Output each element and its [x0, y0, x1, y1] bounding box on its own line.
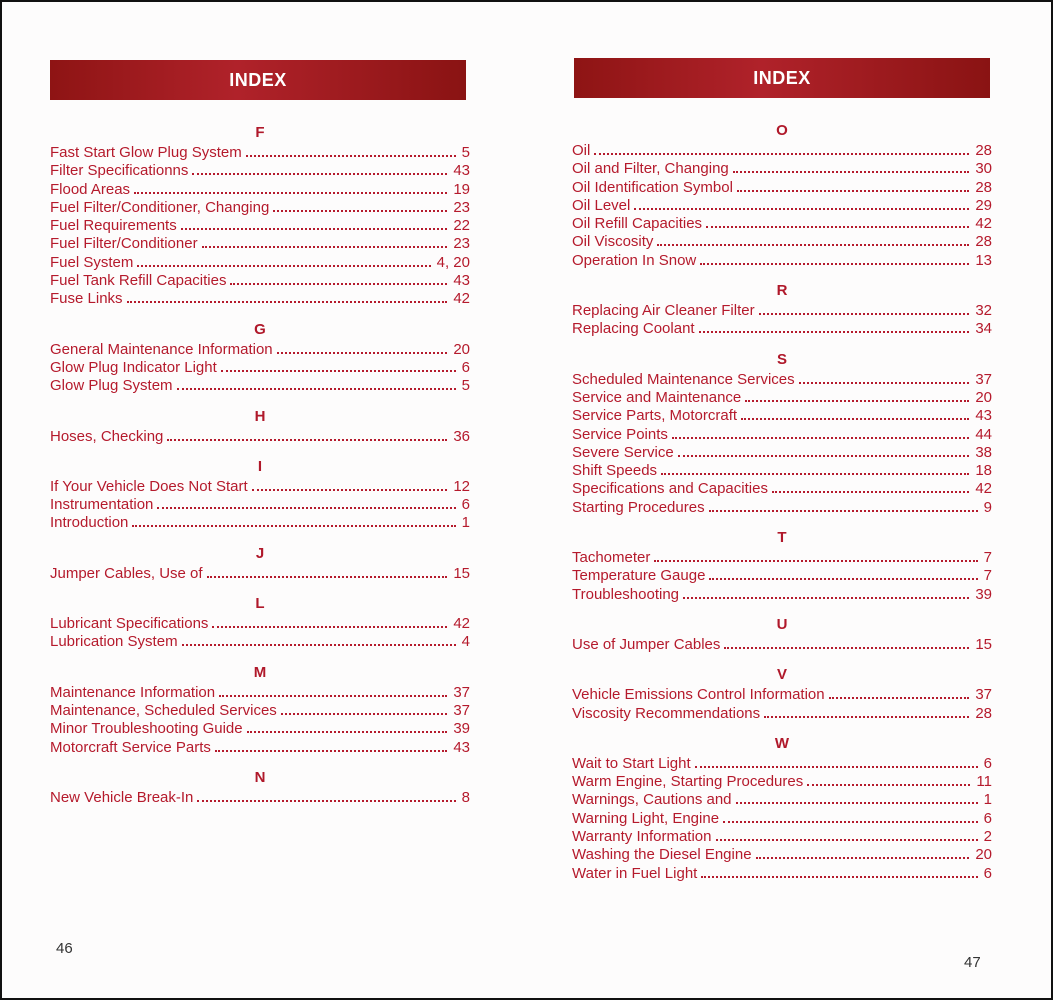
entry-page-number: 11	[976, 773, 992, 791]
entry-page-number: 1	[461, 514, 470, 532]
dot-leader	[273, 210, 447, 212]
index-entry	[50, 702, 470, 720]
index-entry	[50, 162, 470, 180]
entry-title: Motorcraft Service Parts	[50, 738, 211, 756]
dot-leader	[132, 525, 455, 527]
entry-title: Washing the Diesel Engine	[572, 846, 752, 864]
entry-page-number: 38	[975, 443, 992, 461]
entry-title: Warning Light, Engine	[572, 809, 720, 827]
index-entry	[50, 720, 470, 738]
index-section	[50, 767, 470, 807]
entry-page-number: 2	[983, 828, 992, 846]
dot-leader	[745, 400, 969, 402]
dot-leader	[716, 839, 978, 841]
dot-leader	[756, 857, 970, 859]
dot-leader	[736, 802, 978, 804]
entry-title: Glow Plug System	[50, 377, 173, 395]
dot-leader	[759, 313, 970, 315]
entry-page-number: 37	[453, 683, 470, 701]
entry-title: Oil and Filter, Changing	[572, 160, 729, 178]
dot-leader	[197, 800, 455, 802]
entry-page-number: 39	[453, 720, 470, 738]
entry-title: Scheduled Maintenance Services	[572, 370, 795, 388]
index-entry	[572, 865, 992, 883]
index-entry	[50, 377, 470, 395]
entry-page-number: 5	[461, 144, 470, 161]
entry-title: Starting Procedures	[572, 498, 705, 516]
index-entry	[572, 499, 992, 517]
entry-page-number: 6	[983, 754, 992, 772]
dot-leader	[700, 263, 969, 265]
index-section	[572, 733, 992, 883]
entry-title: Instrumentation	[50, 496, 154, 514]
dot-leader	[202, 246, 448, 248]
entry-page-number: 34	[975, 320, 992, 338]
index-entry	[50, 181, 470, 199]
dot-leader	[634, 208, 969, 210]
index-entry	[50, 341, 470, 359]
section-letter: L	[255, 595, 265, 613]
entry-page-number: 42	[975, 215, 992, 233]
index-entry	[572, 233, 992, 251]
index-header-banner: INDEX	[50, 60, 466, 100]
index-entry	[50, 615, 470, 633]
dot-leader	[709, 510, 978, 512]
index-section	[572, 614, 992, 654]
index-entry	[50, 235, 470, 253]
index-section	[572, 349, 992, 517]
index-entry	[50, 290, 470, 308]
entry-page-number: 20	[975, 388, 992, 406]
entry-title: If Your Vehicle Does Not Start	[50, 477, 248, 495]
entry-page-number: 28	[975, 704, 992, 722]
index-entry	[572, 179, 992, 197]
section-letter: I	[257, 457, 263, 475]
index-entry	[572, 320, 992, 338]
entry-page-number: 42	[453, 290, 470, 308]
entry-title: Warnings, Cautions and	[572, 791, 732, 809]
entry-page-number: 28	[975, 142, 992, 159]
index-entry	[50, 217, 470, 235]
entry-page-number: 6	[461, 496, 470, 514]
index-entry	[572, 197, 992, 215]
entry-page-number: 36	[453, 427, 470, 445]
index-section	[50, 662, 470, 757]
section-letter: S	[776, 350, 787, 368]
index-entry	[50, 739, 470, 757]
entry-title: Fuse Links	[50, 290, 123, 308]
index-entry	[50, 254, 470, 272]
section-letter: G	[254, 320, 266, 338]
index-entry	[572, 426, 992, 444]
entry-title: Fuel Requirements	[50, 217, 177, 235]
entry-page-number: 6	[983, 864, 992, 882]
index-entry	[572, 686, 992, 704]
dot-leader	[701, 876, 977, 878]
dot-leader	[157, 507, 455, 509]
entry-title: Fuel Filter/Conditioner	[50, 235, 198, 253]
dot-leader	[741, 418, 969, 420]
entry-page-number: 42	[453, 615, 470, 633]
entry-title: New Vehicle Break-In	[50, 788, 194, 806]
dot-leader	[829, 697, 970, 699]
dot-leader	[706, 226, 969, 228]
entry-title: Oil Level	[572, 196, 631, 214]
dot-leader	[709, 578, 977, 580]
dot-leader	[246, 155, 456, 157]
index-entry	[572, 846, 992, 864]
index-entry	[572, 302, 992, 320]
index-entry	[572, 462, 992, 480]
dot-leader	[134, 192, 447, 194]
entry-page-number: 6	[461, 358, 470, 376]
section-letter: V	[776, 666, 787, 684]
index-entry	[50, 359, 470, 377]
entry-page-number: 8	[461, 788, 470, 806]
entry-page-number: 23	[453, 235, 470, 253]
index-section	[50, 456, 470, 533]
dot-leader	[695, 766, 978, 768]
index-section	[572, 664, 992, 723]
index-entry	[572, 755, 992, 773]
entry-page-number: 39	[975, 585, 992, 603]
index-entry	[50, 496, 470, 514]
entry-title: Operation In Snow	[572, 251, 697, 269]
entry-title: Oil Viscosity	[572, 233, 654, 251]
index-section	[572, 120, 992, 270]
index-section	[572, 280, 992, 339]
index-section	[50, 406, 470, 446]
entry-page-number: 28	[975, 178, 992, 196]
entry-page-number: 43	[975, 407, 992, 425]
dot-leader	[683, 597, 969, 599]
index-entry	[572, 791, 992, 809]
index-section	[572, 527, 992, 604]
section-letter: T	[777, 529, 787, 547]
entry-page-number: 15	[453, 564, 470, 582]
dot-leader	[212, 626, 447, 628]
index-entry	[50, 272, 470, 290]
index-entry	[50, 514, 470, 532]
dot-leader	[277, 352, 448, 354]
entry-page-number: 43	[453, 162, 470, 180]
entry-page-number: 12	[453, 477, 470, 495]
dot-leader	[807, 784, 970, 786]
index-entry	[50, 789, 470, 807]
entry-title: Fuel System	[50, 253, 134, 271]
dot-leader	[221, 370, 456, 372]
dot-leader	[737, 190, 969, 192]
index-section	[50, 122, 470, 309]
entry-title: Shift Speeds	[572, 462, 658, 480]
entry-title: Specifications and Capacities	[572, 480, 768, 498]
entry-page-number: 20	[453, 340, 470, 358]
entry-title: Introduction	[50, 514, 129, 532]
dot-leader	[657, 244, 969, 246]
index-entry	[572, 407, 992, 425]
entry-title: Jumper Cables, Use of	[50, 564, 203, 582]
index-entry	[50, 633, 470, 651]
dot-leader	[724, 647, 969, 649]
entry-title: Wait to Start Light	[572, 754, 691, 772]
index-entry	[50, 565, 470, 583]
dot-leader	[182, 644, 456, 646]
dot-leader	[207, 576, 448, 578]
dot-leader	[281, 713, 448, 715]
index-entry	[572, 371, 992, 389]
entry-title: Lubricant Specifications	[50, 615, 209, 633]
entry-title: Troubleshooting	[572, 585, 680, 603]
entry-page-number: 37	[975, 370, 992, 388]
entry-page-number: 9	[983, 498, 992, 516]
index-entry	[50, 428, 470, 446]
entry-title: Filter Specificationns	[50, 162, 189, 180]
dot-leader	[252, 489, 448, 491]
entry-title: Hoses, Checking	[50, 427, 164, 445]
entry-title: Oil Refill Capacities	[572, 215, 703, 233]
index-entry	[50, 144, 470, 162]
entry-title: Water in Fuel Light	[572, 864, 698, 882]
index-header-banner: INDEX	[574, 58, 990, 98]
entry-page-number: 7	[983, 567, 992, 585]
index-sections-left	[50, 122, 470, 817]
section-letter: J	[255, 544, 265, 562]
section-letter: M	[253, 663, 267, 681]
entry-page-number: 19	[453, 180, 470, 198]
page-number: 46	[56, 940, 73, 957]
entry-title: General Maintenance Information	[50, 340, 273, 358]
section-letter: N	[254, 768, 266, 786]
entry-page-number: 20	[975, 846, 992, 864]
dot-leader	[247, 731, 448, 733]
dot-leader	[699, 331, 970, 333]
index-section	[50, 593, 470, 652]
entry-title: Replacing Coolant	[572, 320, 695, 338]
dot-leader	[215, 750, 447, 752]
entry-page-number: 18	[975, 462, 992, 480]
entry-title: Fuel Filter/Conditioner, Changing	[50, 198, 270, 216]
dot-leader	[678, 455, 970, 457]
entry-page-number: 13	[975, 251, 992, 269]
entry-title: Glow Plug Indicator Light	[50, 358, 217, 376]
entry-page-number: 29	[975, 196, 992, 214]
entry-page-number: 7	[983, 549, 992, 567]
entry-page-number: 30	[975, 160, 992, 178]
entry-page-number: 6	[983, 809, 992, 827]
section-letter: U	[776, 615, 788, 633]
entry-page-number: 4	[461, 633, 470, 651]
entry-title: Use of Jumper Cables	[572, 635, 721, 653]
index-entry	[572, 160, 992, 178]
index-section	[50, 319, 470, 396]
entry-title: Fast Start Glow Plug System	[50, 144, 242, 161]
entry-title: Tachometer	[572, 549, 651, 567]
entry-title: Fuel Tank Refill Capacities	[50, 272, 227, 290]
dot-leader	[672, 437, 969, 439]
entry-title: Maintenance Information	[50, 683, 216, 701]
entry-page-number: 23	[453, 198, 470, 216]
dot-leader	[799, 382, 970, 384]
entry-title: Replacing Air Cleaner Filter	[572, 302, 755, 320]
entry-title: Oil	[572, 142, 591, 159]
index-entry	[572, 810, 992, 828]
entry-page-number: 44	[975, 425, 992, 443]
index-entry	[572, 828, 992, 846]
index-entry	[50, 478, 470, 496]
index-entry	[572, 215, 992, 233]
entry-page-number: 43	[453, 738, 470, 756]
dot-leader	[764, 716, 969, 718]
entry-page-number: 37	[975, 686, 992, 704]
index-entry	[572, 142, 992, 160]
index-entry	[50, 199, 470, 217]
index-entry	[572, 567, 992, 585]
index-entry	[572, 480, 992, 498]
entry-title: Minor Troubleshooting Guide	[50, 720, 243, 738]
entry-title: Service Points	[572, 425, 668, 443]
entry-page-number: 43	[453, 272, 470, 290]
dot-leader	[181, 228, 448, 230]
entry-title: Flood Areas	[50, 180, 131, 198]
entry-title: Vehicle Emissions Control Information	[572, 686, 825, 704]
section-letter: F	[255, 124, 265, 141]
entry-page-number: 4, 20	[436, 253, 470, 271]
section-letter: H	[254, 407, 266, 425]
entry-page-number: 37	[453, 701, 470, 719]
index-entry	[572, 705, 992, 723]
dot-leader	[723, 821, 978, 823]
dot-leader	[654, 560, 977, 562]
entry-page-number: 28	[975, 233, 992, 251]
dot-leader	[177, 388, 456, 390]
index-sections-right	[572, 120, 992, 893]
index-entry	[572, 549, 992, 567]
entry-title: Service and Maintenance	[572, 388, 742, 406]
entry-title: Warranty Information	[572, 828, 712, 846]
page-number: 47	[964, 954, 981, 971]
entry-page-number: 15	[975, 635, 992, 653]
entry-title: Viscosity Recommendations	[572, 704, 761, 722]
section-letter: O	[776, 122, 788, 139]
index-entry	[572, 773, 992, 791]
entry-page-number: 22	[453, 217, 470, 235]
dot-leader	[772, 491, 969, 493]
entry-page-number: 32	[975, 302, 992, 320]
dot-leader	[137, 265, 430, 267]
entry-title: Service Parts, Motorcraft	[572, 407, 738, 425]
entry-page-number: 5	[461, 377, 470, 395]
dot-leader	[127, 301, 448, 303]
entry-page-number: 1	[983, 791, 992, 809]
dot-leader	[192, 173, 447, 175]
entry-page-number: 42	[975, 480, 992, 498]
index-entry	[572, 636, 992, 654]
index-entry	[572, 389, 992, 407]
dot-leader	[167, 439, 447, 441]
dot-leader	[733, 171, 970, 173]
dot-leader	[661, 473, 969, 475]
dot-leader	[219, 695, 447, 697]
entry-title: Maintenance, Scheduled Services	[50, 701, 277, 719]
dot-leader	[594, 153, 969, 155]
index-entry	[572, 586, 992, 604]
index-entry	[572, 252, 992, 270]
entry-title: Oil Identification Symbol	[572, 178, 733, 196]
index-entry	[572, 444, 992, 462]
index-entry	[50, 684, 470, 702]
index-section	[50, 543, 470, 583]
entry-title: Temperature Gauge	[572, 567, 706, 585]
dot-leader	[230, 283, 447, 285]
section-letter: R	[776, 282, 788, 300]
entry-title: Warm Engine, Starting Procedures	[572, 773, 804, 791]
section-letter: W	[774, 734, 790, 752]
entry-title: Severe Service	[572, 443, 674, 461]
entry-title: Lubrication System	[50, 633, 178, 651]
